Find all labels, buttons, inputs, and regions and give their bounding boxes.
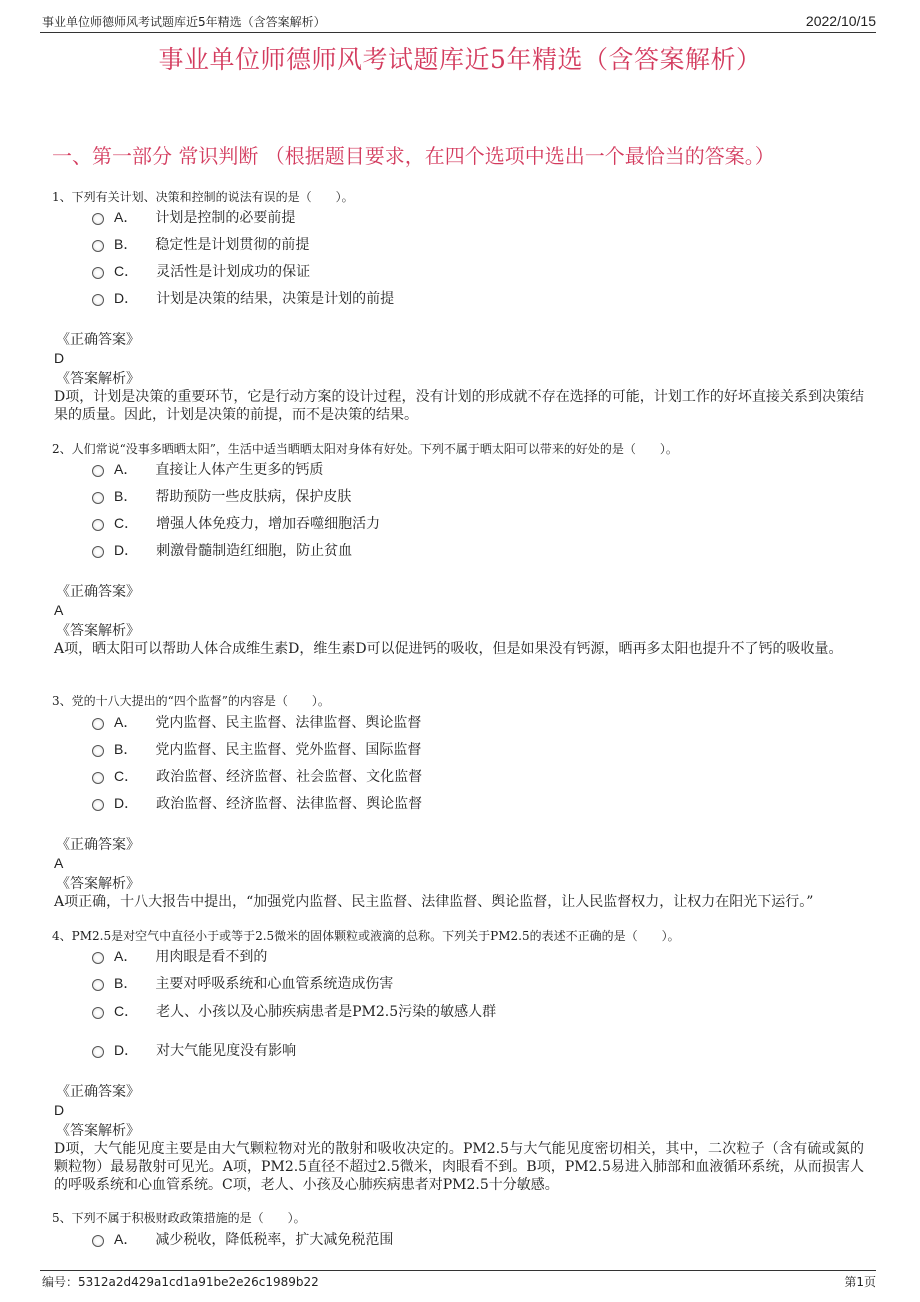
question-5-option-a[interactable]: A． 减少税收，降低税率，扩大减免税范围 bbox=[92, 1228, 393, 1250]
radio-icon[interactable] bbox=[92, 213, 104, 225]
correct-answer-label: 《正确答案》 bbox=[56, 1084, 140, 1100]
correct-answer-label: 《正确答案》 bbox=[56, 584, 140, 600]
radio-icon[interactable] bbox=[92, 745, 104, 757]
radio-icon[interactable] bbox=[92, 1046, 104, 1058]
analysis-label: 《答案解析》 bbox=[56, 623, 140, 639]
document-title: 事业单位师德师风考试题库近5年精选（含答案解析） bbox=[158, 45, 762, 74]
question-2-option-c[interactable]: C． 增强人体免疫力，增加吞噬细胞活力 bbox=[92, 512, 380, 534]
radio-icon[interactable] bbox=[92, 492, 104, 504]
correct-answer-label: 《正确答案》 bbox=[56, 837, 140, 853]
question-2-explanation: A项，晒太阳可以帮助人体合成维生素D，维生素D可以促进钙的吸收，但是如果没有钙源，晒再多太阳也提升不了钙的吸收量。 bbox=[54, 641, 843, 657]
question-4-stem: 4、PM2.5是对空气中直径小于或等于2.5微米的固体颗粒或液滴的总称。下列关于PM2.5的表述不正确的是（ ）。 bbox=[52, 929, 680, 943]
radio-icon[interactable] bbox=[92, 267, 104, 279]
question-1-stem: 1、下列有关计划、决策和控制的说法有误的是（ ）。 bbox=[52, 190, 354, 204]
radio-icon[interactable] bbox=[92, 294, 104, 306]
analysis-label: 《答案解析》 bbox=[56, 876, 140, 892]
radio-icon[interactable] bbox=[92, 772, 104, 784]
question-2-option-d[interactable]: D． 刺激骨髓制造红细胞，防止贫血 bbox=[92, 539, 352, 561]
question-3-option-d[interactable]: D． 政治监督、经济监督、法律监督、舆论监督 bbox=[92, 792, 422, 814]
question-1-option-a[interactable]: A． 计划是控制的必要前提 bbox=[92, 206, 295, 228]
radio-icon[interactable] bbox=[92, 799, 104, 811]
radio-icon[interactable] bbox=[92, 1007, 104, 1019]
document-code: 编号：5312a2d429a1cd1a91be2e26c1989b22 bbox=[42, 1275, 319, 1289]
question-4-explanation: D项，大气能见度主要是由大气颗粒物对光的散射和吸收决定的。PM2.5与大气能见度密切相关，其中，二次粒子（含有硫或氮的颗粒物）最易散射可见光。A项，PM2.5直径不超过2.5微米，肉眼看不到。B项，PM2.5易进入肺部和血液循环系统，从而损害人的呼吸系统和心血管系统。C项，老人、小孩及心肺疾病患者对PM2.5十分敏感。 bbox=[54, 1141, 864, 1193]
correct-answer-label: 《正确答案》 bbox=[56, 332, 140, 348]
question-4-option-d[interactable]: D． 对大气能见度没有影响 bbox=[92, 1039, 296, 1061]
question-4-option-a[interactable]: A． 用肉眼是看不到的 bbox=[92, 945, 267, 967]
question-3-stem: 3、党的十八大提出的“四个监督”的内容是（ ）。 bbox=[52, 694, 330, 708]
question-1-option-c[interactable]: C． 灵活性是计划成功的保证 bbox=[92, 260, 310, 282]
question-4-option-b[interactable]: B． 主要对呼吸系统和心血管系统造成伤害 bbox=[92, 972, 393, 994]
question-1-answer: D bbox=[54, 350, 65, 366]
radio-icon[interactable] bbox=[92, 465, 104, 477]
question-3-option-c[interactable]: C． 政治监督、经济监督、社会监督、文化监督 bbox=[92, 765, 422, 787]
analysis-label: 《答案解析》 bbox=[56, 371, 140, 387]
question-1-explanation: D项，计划是决策的重要环节，它是行动方案的设计过程，没有计划的形成就不存在选择的可能，计划工作的好坏直接关系到决策结果的质量。因此，计划是决策的前提，而不是决策的结果。 bbox=[54, 389, 864, 423]
question-2-option-a[interactable]: A． 直接让人体产生更多的钙质 bbox=[92, 458, 323, 480]
question-2-answer: A bbox=[54, 602, 64, 618]
question-1-option-d[interactable]: D． 计划是决策的结果，决策是计划的前提 bbox=[92, 287, 394, 309]
header-date: 2022/10/15 bbox=[805, 13, 876, 29]
radio-icon[interactable] bbox=[92, 718, 104, 730]
question-2-stem: 2、人们常说“没事多晒晒太阳”，生活中适当晒晒太阳对身体有好处。下列不属于晒太阳可以带来的好处的是（ ）。 bbox=[52, 442, 678, 456]
analysis-label: 《答案解析》 bbox=[56, 1123, 140, 1139]
header-doc-title: 事业单位师德师风考试题库近5年精选（含答案解析） bbox=[42, 15, 326, 29]
radio-icon[interactable] bbox=[92, 979, 104, 991]
question-3-explanation: A项正确，十八大报告中提出，“加强党内监督、民主监督、法律监督、舆论监督，让人民监督权力，让权力在阳光下运行。” bbox=[54, 894, 814, 910]
page-header bbox=[40, 12, 876, 33]
radio-icon[interactable] bbox=[92, 519, 104, 531]
radio-icon[interactable] bbox=[92, 546, 104, 558]
question-3-answer: A bbox=[54, 855, 64, 871]
question-4-answer: D bbox=[54, 1102, 65, 1118]
section-title: 一、第一部分 常识判断 （根据题目要求，在四个选项中选出一个最恰当的答案。） bbox=[52, 144, 775, 168]
radio-icon[interactable] bbox=[92, 1235, 104, 1247]
radio-icon[interactable] bbox=[92, 952, 104, 964]
question-2-option-b[interactable]: B． 帮助预防一些皮肤病，保护皮肤 bbox=[92, 485, 351, 507]
page-number: 第1页 bbox=[844, 1275, 876, 1289]
question-4-option-c[interactable]: C． 老人、小孩以及心肺疾病患者是PM2.5污染的敏感人群 bbox=[92, 1000, 496, 1022]
question-3-option-b[interactable]: B． 党内监督、民主监督、党外监督、国际监督 bbox=[92, 738, 421, 760]
question-5-stem: 5、下列不属于积极财政政策措施的是（ ）。 bbox=[52, 1211, 306, 1225]
radio-icon[interactable] bbox=[92, 240, 104, 252]
question-1-option-b[interactable]: B． 稳定性是计划贯彻的前提 bbox=[92, 233, 309, 255]
question-3-option-a[interactable]: A． 党内监督、民主监督、法律监督、舆论监督 bbox=[92, 711, 421, 733]
page-footer bbox=[40, 1270, 876, 1291]
